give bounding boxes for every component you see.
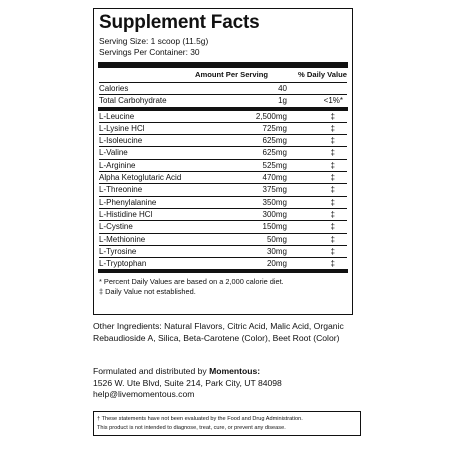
dv-header: % Daily Value xyxy=(298,70,347,79)
footnotes xyxy=(99,273,347,297)
servings-per-container: Servings Per Container: 30 xyxy=(99,47,200,57)
distributor-name: Momentous: xyxy=(209,366,261,376)
nutrient-row xyxy=(99,221,347,233)
nutrient-name: L-Arginine xyxy=(99,160,136,170)
disclaimer-line-1: † These statements have not been evaluated by the Food and Drug Administration. xyxy=(97,416,303,422)
other-ingredients: Other Ingredients: Natural Flavors, Citric Acid, Malic Acid, Organic Rebaudioside A, Silica, Beta-Carotene (Color), Beet Root (Color) xyxy=(93,321,344,343)
nutrient-amount: 2,500mg xyxy=(255,111,287,121)
nutrient-dv: ‡ xyxy=(330,160,335,170)
distributor-info xyxy=(93,366,393,401)
nutrient-row xyxy=(99,147,347,159)
nutrient-amount: 150mg xyxy=(262,222,287,232)
nutrient-dv: ‡ xyxy=(330,185,335,195)
nutrient-dv: ‡ xyxy=(330,234,335,244)
amount-header: Amount Per Serving xyxy=(195,70,268,79)
nutrient-name: L-Histidine HCl xyxy=(99,209,153,219)
nutrient-row xyxy=(99,160,347,172)
nutrient-row xyxy=(99,197,347,209)
nutrient-name: L-Tryptophan xyxy=(99,259,147,269)
top-rows xyxy=(99,83,347,107)
nutrient-dv: ‡ xyxy=(330,148,335,158)
fda-disclaimer-box xyxy=(93,411,361,436)
distributor-line xyxy=(93,366,393,378)
nutrient-dv: ‡ xyxy=(330,222,335,232)
nutrient-dv xyxy=(287,83,347,94)
nutrient-row xyxy=(99,95,347,106)
nutrient-row xyxy=(99,123,347,135)
nutrient-name: L-Methionine xyxy=(99,234,146,244)
supplement-facts-panel xyxy=(93,8,353,315)
nutrient-amount: 725mg xyxy=(262,123,287,133)
nutrient-amount: 625mg xyxy=(262,136,287,146)
nutrient-amount: 1g xyxy=(278,96,287,106)
nutrient-amount: 470mg xyxy=(262,173,287,183)
nutrient-row xyxy=(99,184,347,196)
nutrient-row xyxy=(99,135,347,147)
amino-rows xyxy=(99,111,347,270)
nutrient-name: Calories xyxy=(99,84,129,93)
nutrient-name: L-Tyrosine xyxy=(99,246,137,256)
nutrient-dv: ‡ xyxy=(330,246,335,256)
nutrient-dv: ‡ xyxy=(330,197,335,207)
panel-title: Supplement Facts xyxy=(99,12,260,33)
distributor-email: help@livemomentous.com xyxy=(93,389,195,400)
nutrient-amount: 300mg xyxy=(262,209,287,219)
footnote-daily-values: * Percent Daily Values are based on a 2,000 calorie diet. xyxy=(99,277,284,287)
nutrient-name: L-Lysine HCl xyxy=(99,123,145,133)
nutrient-dv: ‡ xyxy=(330,123,335,133)
nutrient-amount: 40 xyxy=(278,84,287,93)
nutrient-name: Alpha Ketoglutaric Acid xyxy=(99,173,182,183)
nutrient-name: L-Valine xyxy=(99,148,128,158)
nutrient-dv: <1%* xyxy=(323,96,343,106)
nutrient-name: L-Cystine xyxy=(99,222,133,232)
nutrient-name: L-Isoleucine xyxy=(99,136,143,146)
nutrient-amount: 525mg xyxy=(262,160,287,170)
nutrient-row xyxy=(99,83,347,95)
nutrient-name: Total Carbohydrate xyxy=(99,96,167,106)
distributor-address: 1526 W. Ute Blvd, Suite 214, Park City, UT 84098 xyxy=(93,377,282,388)
nutrient-amount: 20mg xyxy=(266,259,287,269)
serving-size: Serving Size: 1 scoop (11.5g) xyxy=(99,36,209,46)
nutrient-row xyxy=(99,234,347,246)
distributor-prefix: Formulated and distributed by xyxy=(93,366,210,376)
nutrient-dv: ‡ xyxy=(330,173,335,183)
nutrient-amount: 30mg xyxy=(266,246,287,256)
disclaimer-line-2: This product is not intended to diagnose, treat, cure, or prevent any disease. xyxy=(97,424,286,431)
nutrient-name: L-Phenylalanine xyxy=(99,197,157,207)
nutrient-row xyxy=(99,246,347,258)
nutrient-row xyxy=(99,172,347,184)
nutrient-row xyxy=(99,258,347,269)
nutrient-dv: ‡ xyxy=(330,136,335,146)
nutrient-dv: ‡ xyxy=(330,111,335,121)
nutrient-name: L-Threonine xyxy=(99,185,143,195)
nutrient-amount: 50mg xyxy=(266,234,287,244)
nutrient-dv: ‡ xyxy=(330,259,335,269)
nutrient-name: L-Leucine xyxy=(99,111,135,121)
column-header xyxy=(99,68,347,83)
nutrient-row xyxy=(99,209,347,221)
footnote-not-established: ‡ Daily Value not established. xyxy=(99,287,196,297)
nutrient-dv: ‡ xyxy=(330,209,335,219)
nutrient-amount: 375mg xyxy=(262,185,287,195)
nutrient-amount: 625mg xyxy=(262,148,287,158)
nutrient-amount: 350mg xyxy=(262,197,287,207)
nutrient-row xyxy=(99,111,347,123)
